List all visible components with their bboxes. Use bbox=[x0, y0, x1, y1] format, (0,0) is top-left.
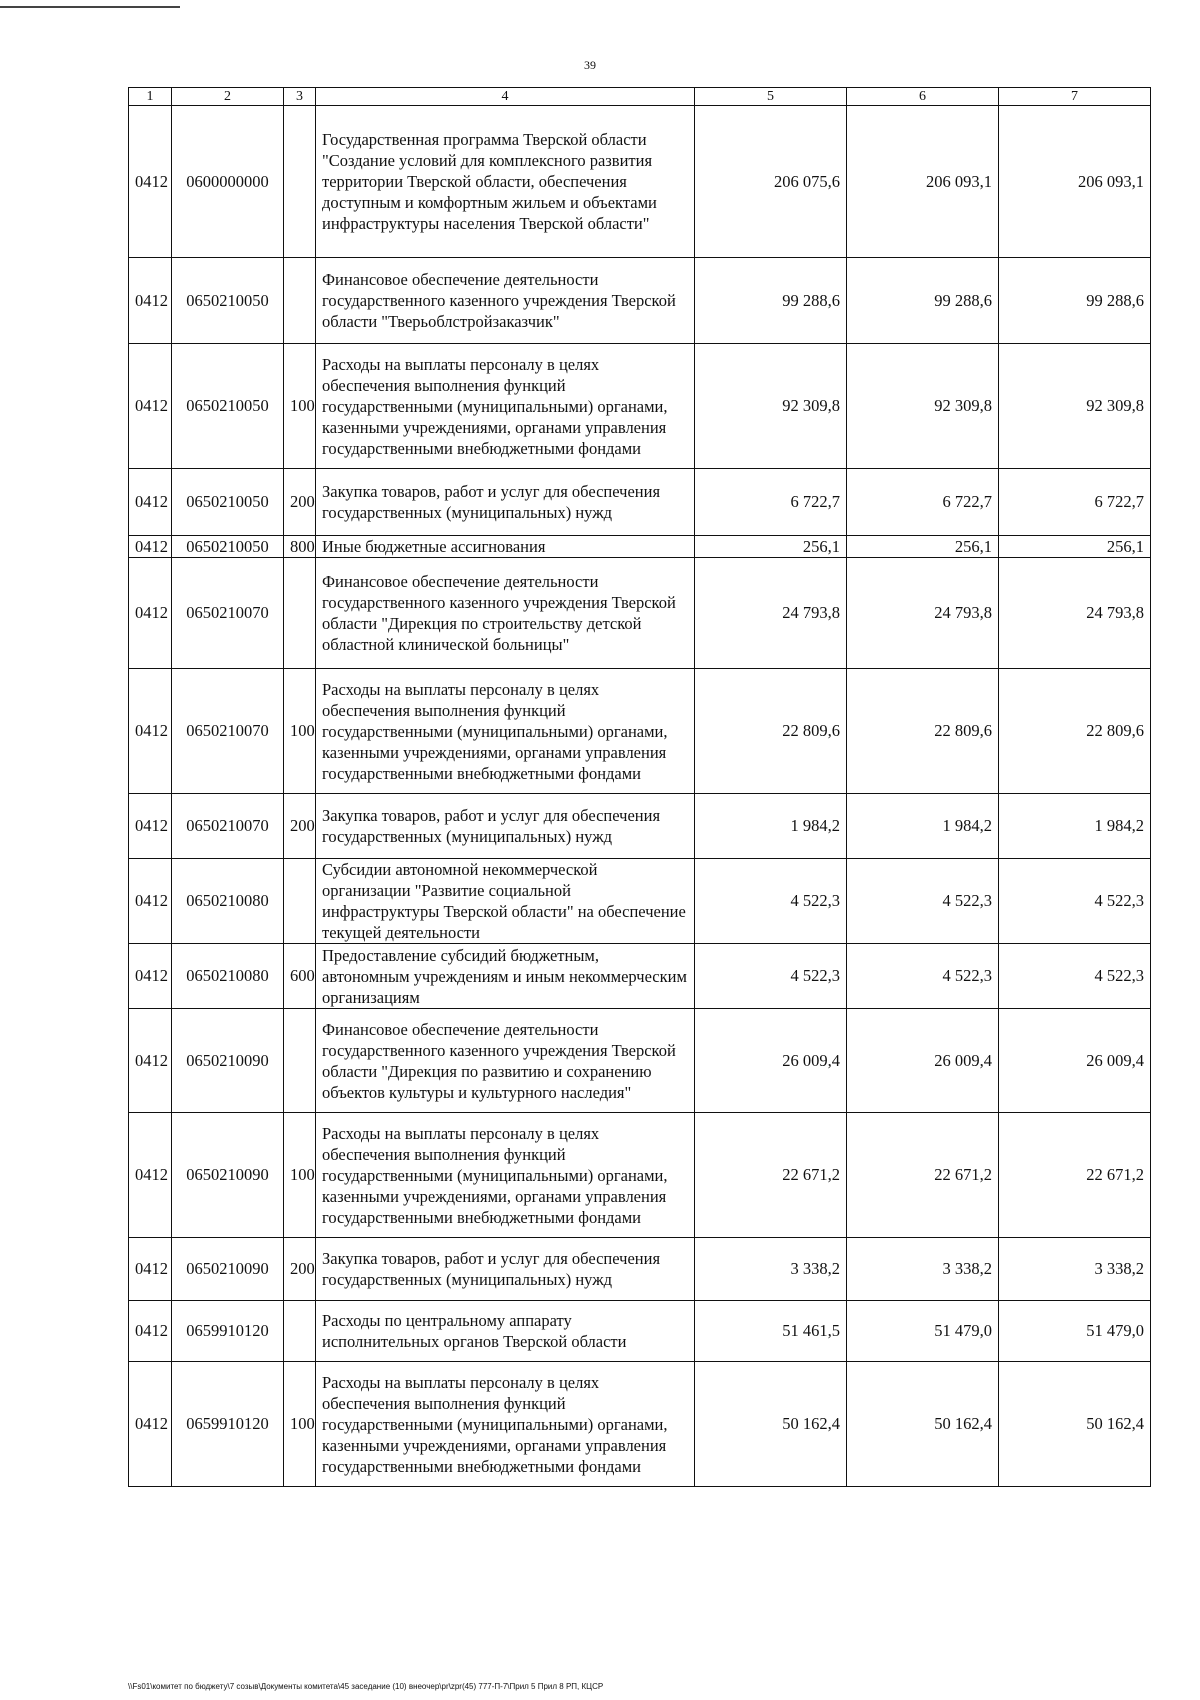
section-code: 0412 bbox=[129, 1301, 172, 1362]
target-article-code: 0650210080 bbox=[172, 944, 284, 1009]
amount-col7: 51 479,0 bbox=[999, 1301, 1151, 1362]
expense-type-code bbox=[284, 258, 316, 344]
section-code: 0412 bbox=[129, 344, 172, 469]
target-article-code: 0650210090 bbox=[172, 1113, 284, 1238]
section-code: 0412 bbox=[129, 536, 172, 558]
section-code: 0412 bbox=[129, 1238, 172, 1301]
column-header-2: 2 bbox=[172, 88, 284, 106]
expense-type-code bbox=[284, 558, 316, 669]
table-row bbox=[129, 1362, 1151, 1487]
section-code: 0412 bbox=[129, 106, 172, 258]
amount-col5: 51 461,5 bbox=[695, 1301, 847, 1362]
page-number: 39 bbox=[584, 58, 596, 72]
section-code: 0412 bbox=[129, 1009, 172, 1113]
section-code: 0412 bbox=[129, 1362, 172, 1487]
amount-col7: 6 722,7 bbox=[999, 469, 1151, 536]
amount-col5: 256,1 bbox=[695, 536, 847, 558]
section-code: 0412 bbox=[129, 558, 172, 669]
amount-col7: 4 522,3 bbox=[999, 944, 1151, 1009]
item-description: Расходы на выплаты персоналу в целях обеспечения выполнения функций государственными (муниципальными) органами, казенными учреждениями, органами управления государственными внебюджетными фондами bbox=[316, 1113, 695, 1238]
table-row bbox=[129, 1113, 1151, 1238]
amount-col6: 24 793,8 bbox=[847, 558, 999, 669]
amount-col5: 3 338,2 bbox=[695, 1238, 847, 1301]
amount-col5: 206 075,6 bbox=[695, 106, 847, 258]
amount-col6: 26 009,4 bbox=[847, 1009, 999, 1113]
amount-col6: 50 162,4 bbox=[847, 1362, 999, 1487]
amount-col7: 26 009,4 bbox=[999, 1009, 1151, 1113]
table-row bbox=[129, 859, 1151, 944]
amount-col6: 256,1 bbox=[847, 536, 999, 558]
item-description: Закупка товаров, работ и услуг для обеспечения государственных (муниципальных) нужд bbox=[316, 794, 695, 859]
section-code: 0412 bbox=[129, 258, 172, 344]
target-article-code: 0650210050 bbox=[172, 258, 284, 344]
amount-col5: 24 793,8 bbox=[695, 558, 847, 669]
table-row bbox=[129, 106, 1151, 258]
target-article-code: 0659910120 bbox=[172, 1301, 284, 1362]
amount-col5: 92 309,8 bbox=[695, 344, 847, 469]
footer-file-path: \\Fs01\комитет по бюджету\7 созыв\Документы комитета\45 заседание (10) внеочер\pr\zpr(45) 777-П-7\Прил 5 Прил 8 РП, КЦСР bbox=[128, 1682, 604, 1691]
table-row bbox=[129, 558, 1151, 669]
target-article-code: 0650210070 bbox=[172, 794, 284, 859]
section-code: 0412 bbox=[129, 794, 172, 859]
amount-col7: 24 793,8 bbox=[999, 558, 1151, 669]
amount-col7: 22 671,2 bbox=[999, 1113, 1151, 1238]
item-description: Закупка товаров, работ и услуг для обеспечения государственных (муниципальных) нужд bbox=[316, 469, 695, 536]
table-row bbox=[129, 344, 1151, 469]
amount-col6: 51 479,0 bbox=[847, 1301, 999, 1362]
top-rule bbox=[0, 6, 180, 8]
column-header-6: 6 bbox=[847, 88, 999, 106]
target-article-code: 0650210050 bbox=[172, 536, 284, 558]
column-header-1: 1 bbox=[129, 88, 172, 106]
table-row bbox=[129, 469, 1151, 536]
table-row bbox=[129, 669, 1151, 794]
amount-col7: 22 809,6 bbox=[999, 669, 1151, 794]
target-article-code: 0650210090 bbox=[172, 1238, 284, 1301]
expense-type-code: 200 bbox=[284, 794, 316, 859]
amount-col5: 4 522,3 bbox=[695, 859, 847, 944]
column-number-row bbox=[129, 88, 1151, 106]
item-description: Финансовое обеспечение деятельности государственного казенного учреждения Тверской области "Тверьоблстройзаказчик" bbox=[316, 258, 695, 344]
table-body bbox=[129, 106, 1151, 1487]
amount-col5: 22 809,6 bbox=[695, 669, 847, 794]
section-code: 0412 bbox=[129, 669, 172, 794]
target-article-code: 0650210070 bbox=[172, 669, 284, 794]
amount-col6: 92 309,8 bbox=[847, 344, 999, 469]
table-row bbox=[129, 258, 1151, 344]
amount-col6: 1 984,2 bbox=[847, 794, 999, 859]
expense-type-code: 600 bbox=[284, 944, 316, 1009]
item-description: Расходы по центральному аппарату исполнительных органов Тверской области bbox=[316, 1301, 695, 1362]
table-row bbox=[129, 1301, 1151, 1362]
amount-col7: 4 522,3 bbox=[999, 859, 1151, 944]
item-description: Предоставление субсидий бюджетным, автономным учреждениям и иным некоммерческим организациям bbox=[316, 944, 695, 1009]
amount-col6: 206 093,1 bbox=[847, 106, 999, 258]
item-description: Финансовое обеспечение деятельности государственного казенного учреждения Тверской области "Дирекция по строительству детской областной клинической больницы" bbox=[316, 558, 695, 669]
expense-type-code: 100 bbox=[284, 1113, 316, 1238]
amount-col5: 50 162,4 bbox=[695, 1362, 847, 1487]
expense-type-code bbox=[284, 1009, 316, 1113]
table-row bbox=[129, 536, 1151, 558]
target-article-code: 0650210050 bbox=[172, 469, 284, 536]
table-row bbox=[129, 944, 1151, 1009]
amount-col6: 4 522,3 bbox=[847, 944, 999, 1009]
expense-type-code: 200 bbox=[284, 1238, 316, 1301]
item-description: Расходы на выплаты персоналу в целях обеспечения выполнения функций государственными (муниципальными) органами, казенными учреждениями, органами управления государственными внебюджетными фондами bbox=[316, 669, 695, 794]
amount-col6: 6 722,7 bbox=[847, 469, 999, 536]
amount-col5: 4 522,3 bbox=[695, 944, 847, 1009]
section-code: 0412 bbox=[129, 1113, 172, 1238]
amount-col5: 6 722,7 bbox=[695, 469, 847, 536]
item-description: Расходы на выплаты персоналу в целях обеспечения выполнения функций государственными (муниципальными) органами, казенными учреждениями, органами управления государственными внебюджетными фондами bbox=[316, 1362, 695, 1487]
item-description: Государственная программа Тверской области "Создание условий для комплексного развития территории Тверской области, обеспечения доступным и комфортным жильем и объектами инфраструктуры населения Тверской области" bbox=[316, 106, 695, 258]
target-article-code: 0659910120 bbox=[172, 1362, 284, 1487]
section-code: 0412 bbox=[129, 859, 172, 944]
target-article-code: 0650210070 bbox=[172, 558, 284, 669]
amount-col7: 50 162,4 bbox=[999, 1362, 1151, 1487]
expense-type-code bbox=[284, 859, 316, 944]
item-description: Финансовое обеспечение деятельности государственного казенного учреждения Тверской области "Дирекция по развитию и сохранению объектов культуры и культурного наследия" bbox=[316, 1009, 695, 1113]
amount-col6: 22 671,2 bbox=[847, 1113, 999, 1238]
amount-col7: 3 338,2 bbox=[999, 1238, 1151, 1301]
section-code: 0412 bbox=[129, 944, 172, 1009]
table-row bbox=[129, 794, 1151, 859]
amount-col7: 99 288,6 bbox=[999, 258, 1151, 344]
amount-col6: 99 288,6 bbox=[847, 258, 999, 344]
expense-type-code bbox=[284, 106, 316, 258]
target-article-code: 0600000000 bbox=[172, 106, 284, 258]
amount-col5: 26 009,4 bbox=[695, 1009, 847, 1113]
amount-col7: 92 309,8 bbox=[999, 344, 1151, 469]
amount-col6: 3 338,2 bbox=[847, 1238, 999, 1301]
column-header-5: 5 bbox=[695, 88, 847, 106]
amount-col5: 22 671,2 bbox=[695, 1113, 847, 1238]
column-header-7: 7 bbox=[999, 88, 1151, 106]
amount-col7: 256,1 bbox=[999, 536, 1151, 558]
amount-col6: 22 809,6 bbox=[847, 669, 999, 794]
table-row bbox=[129, 1009, 1151, 1113]
item-description: Субсидии автономной некоммерческой организации "Развитие социальной инфраструктуры Тверской области" на обеспечение текущей деятельности bbox=[316, 859, 695, 944]
column-header-3: 3 bbox=[284, 88, 316, 106]
section-code: 0412 bbox=[129, 469, 172, 536]
item-description: Расходы на выплаты персоналу в целях обеспечения выполнения функций государственными (муниципальными) органами, казенными учреждениями, органами управления государственными внебюджетными фондами bbox=[316, 344, 695, 469]
column-header-4: 4 bbox=[316, 88, 695, 106]
amount-col7: 206 093,1 bbox=[999, 106, 1151, 258]
expense-type-code: 100 bbox=[284, 1362, 316, 1487]
target-article-code: 0650210050 bbox=[172, 344, 284, 469]
amount-col5: 1 984,2 bbox=[695, 794, 847, 859]
expense-type-code: 800 bbox=[284, 536, 316, 558]
expense-type-code: 200 bbox=[284, 469, 316, 536]
item-description: Закупка товаров, работ и услуг для обеспечения государственных (муниципальных) нужд bbox=[316, 1238, 695, 1301]
amount-col5: 99 288,6 bbox=[695, 258, 847, 344]
expense-type-code: 100 bbox=[284, 669, 316, 794]
target-article-code: 0650210080 bbox=[172, 859, 284, 944]
amount-col7: 1 984,2 bbox=[999, 794, 1151, 859]
amount-col6: 4 522,3 bbox=[847, 859, 999, 944]
item-description: Иные бюджетные ассигнования bbox=[316, 536, 695, 558]
budget-table bbox=[128, 87, 1151, 1487]
expense-type-code: 100 bbox=[284, 344, 316, 469]
table-row bbox=[129, 1238, 1151, 1301]
target-article-code: 0650210090 bbox=[172, 1009, 284, 1113]
expense-type-code bbox=[284, 1301, 316, 1362]
